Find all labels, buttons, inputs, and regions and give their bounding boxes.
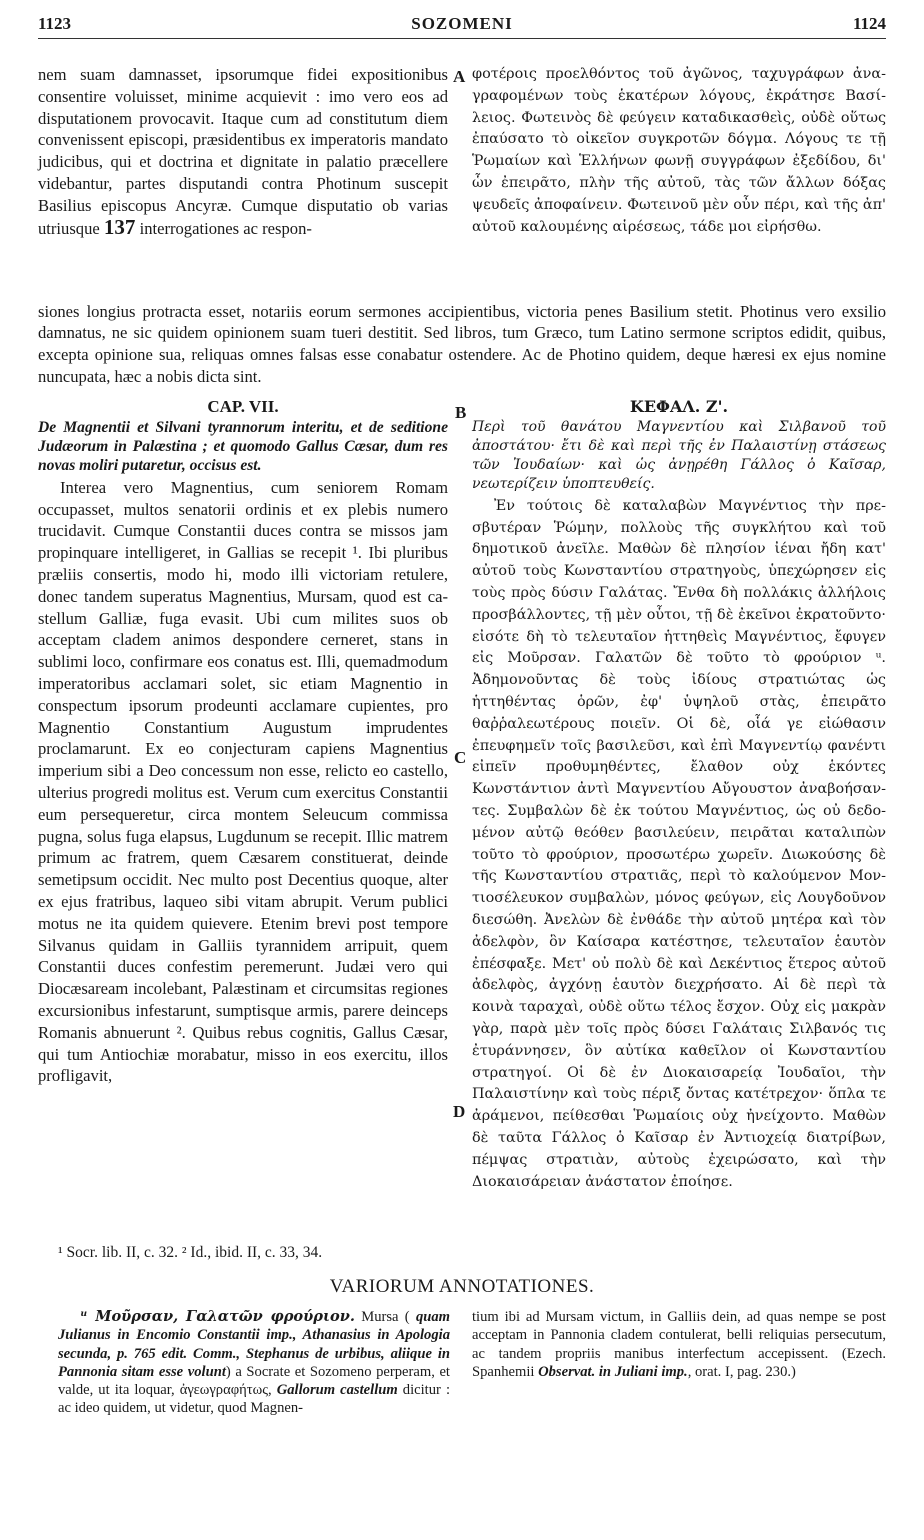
page-number-right: 1124	[852, 14, 886, 33]
annotation-lemma: ᵘ Μοῦρσαν, Γαλατῶν φρούριον.	[80, 1308, 355, 1325]
annotation-left-italic: quam Julianus in Encomio Constantii imp., Athanasius in Apologia secunda, p. 765 edit. Comm., Stephanus de urbibus, aliique in Pannonia sitam esse volunt	[58, 1309, 450, 1380]
full-width-paragraph	[38, 284, 886, 404]
chapter-title-latin: CAP. VII.	[207, 397, 279, 416]
annotation-right-italic: Observat. in Juliani imp.	[538, 1363, 688, 1380]
chapter-text-greek: Ἐν τούτοις δὲ καταλαβὼν Μαγνέντιος τὴν πρεσβυτέραν Ῥώμην, πολλοὺς τῆς συγκλήτου καὶ τοῦ δημοτικοῦ ἀνεῖλε. Μαθὼν δὲ πλησίον ἰέναι ἤδη κατ' αὐτοῦ τοὺς Κωνσταντίου στρατηγοὺς, ὑπεχώρησεν εἰς τοὺς πρὸς δύσιν Γαλάτας. Ἔνθα δὴ πολλάκις ἀλλήλοις προσβάλλοντες, τῇ μὲν οὗτοι, τῇ δὲ ἐκεῖνοι ἐκρατοῦντο· εἰσότε δὴ τὸ τελευταῖον ἡττηθεὶς Μαγνέντιος, ἔφυγεν εἰς Μοῦρσαν. Γαλατῶν δὲ τοῦτο τὸ φρούριον ᵘ. Ἀδημονοῦντας δὲ τοὺς ἰδίους στρατιώτας ὡς ἡττηθέντας ὁρῶν, ἐφ' ὑψηλοῦ στὰς, ἐπειρᾶτο θαῤῥαλεωτέρους ποιεῖν. Οἱ δὲ, οἷά γε εἰώθασιν ἐπευφημεῖν τοῖς βασιλεῦσι, καὶ ἐπὶ Μαγνεντίῳ φανέντι εἰπεῖν προθυμηθέντες, ἔλαθον οὐχ ἑκόντες Κωνστάντιον ἀντὶ Μαγνεντίου Αὔγουστον ἀναβοήσαντες. Συμβαλὼν δὲ ἐκ τούτου Μαγνέντιος, ὡς οὐ δεδομένον αὐτῷ θεόθεν βασιλεύειν, πειρᾶται καταλιπὼν τοῦτο τὸ φρούριον, προσωτέρω χωρεῖν. Διωκούσης δὲ τῆς Κωνσταντίου στρατιᾶς, περὶ τὸ καλούμενον Μοντιοσέλευκον συμβαλὼν, μόνος φεύγων, εἰς Λουγδοῦνον διεσώθη. Ἀνελὼν δὲ ἐνθάδε τὴν αὐτοῦ μητέρα καὶ τὸν ἀδελφὸν, ὃν Καίσαρα κατέστησε, τελευταῖον ἑαυτὸν ἐπέσφαξε. Μετ' οὐ πολὺ δὲ καὶ Δεκέντιος ἕτερος αὐτοῦ ἀδελφὸς, ἀγχόνῃ ἑαυτὸν διεχρήσατο. Αἱ δὲ περὶ τὰ κοινὰ ταραχαὶ, οὐδὲ οὕτω τέλος ἔσχον. Οὐχ εἰς μακρὰν γὰρ, παρὰ μὲν τοῖς πρὸς δύσει Γαλάταις Σιλβανός τις ἐτυράννησεν, ὃν αὐτίκα καθεῖλον οἱ Κωνσταντίου στρατηγοί. Οἱ δὲ ἐν Διοκαισαρείᾳ Ἰουδαῖοι, τὴν Παλαιστίνην καὶ τοὺς πέριξ ὄντας κατέτρεχον· ὅπλα τε ἀράμενοι, πείθεσθαι Ῥωμαίοις οὐχ ἠνείχοντο. Μαθὼν δὲ ταῦτα Γάλλος ὁ Καῖσαρ ἐν Ἀντιοχείᾳ διατρίβων, πέμψας στρατιὰν, αὐτοὺς ἐχειρώσατο, καὶ τὴν Διοκαισάρειαν ἀνάστατον ἐποίησε.	[472, 497, 886, 1190]
annotation-right-text-2: , orat. I, pag. 230.)	[687, 1363, 796, 1380]
footnotes: ¹ Socr. lib. II, c. 32. ² Id., ibid. II, c. 33, 34.	[58, 1244, 323, 1261]
annotation-left-text-1: Mursa (	[354, 1309, 416, 1325]
chapter-text-latin: Interea vero Magnentius, cum seniorem Romam occupasset, multos senatorii ordinis et ex plebis numero trucidavit. Cumque Constantii duces contra se missos jam propinquare intelligeret, in Gallias se recepit ¹. Ibi pluribus præliis consertis, modo hi, modo illi victoriam retulere, donec tandem superatus Magnentius, Mursam, quod est castellum Galliæ, fuga evasit. Ubi cum milites suos ob acceptam cladem animos despondere cerneret, stans in sublimi loco, confirmare eos conatus est. Illi, quemadmodum imperatoribus acclamari solet, sic etiam Magnentio in conspectum ipsorum prodeunti acclamare cupientes, pro Magnentio Constantium Augustum imprudentes proclamarunt. Ex eo conjecturam capiens Magnentius imperium sibi a Deo concessum non esse, relicto eo castello, ulterius progredi molitus est. Verum cum exercitus Constantii eum persequeretur, circa montem Seleucum commissa pugna, solus fuga elapsus, Lugdunum se recepit. Illic matrem primum ac fratrem, quem Cæsarem constituerat, deinde semetipsum occidit. Nec multo post Decentius quoque, alter ex ejus fratribus, laqueo sibi vitam abrupit. Verum publici motus ne ita quidem quievere. Etenim brevi post tempore Silvanus quidam in Galliis tyrannidem arripuit, quem Constantii duces confestim peremerunt. Judæi vero qui Diocæsaream incolebant, Palæstinam et circumsitas regiones excursionibus infestarunt, sumptisque armis, parere deinceps Romanis abnuerunt ². Quibus rebus cognitis, Gallus Cæsar, qui tum Antiochiæ morabatur, misso in eos exercitu, illos profligavit,	[38, 477, 448, 1086]
greek-text-top: φοτέροις προελθόντος τοῦ ἀγῶνος, ταχυγράφων ἀναγραφομένων τοὺς ἑκατέρων λόγους, ἐκράτησε Βασίλειος. Φωτεινὸς δὲ φεύγειν καταδικασθεὶς, οὐδὲ οὕτως ἐπαύσατο τὸ οἰκεῖον συγκροτῶν δόγμα. Λόγους τε τῇ Ῥωμαίων καὶ Ἑλλήνων φωνῇ συγγράφων ἐξεδίδου, δι' ὧν ἐπειρᾶτο, πλὴν τῆς αὐτοῦ, τὰς τῶν ἄλλων δόξας ψευδεῖς ἀποφαίνειν. Φωτεινοῦ μὲν οὖν πέρι, καὶ τῆς ἀπ' αὐτοῦ καλουμένης αἱρέσεως, τάδε μοι εἰρήσθω.	[472, 66, 886, 235]
annotation-left-text-3: dicitur : ac ideo quidem, ut videtur, quod Magnen-	[58, 1382, 450, 1417]
running-header	[38, 8, 886, 39]
annotation-left-italic-2: Gallorum castellum	[276, 1382, 398, 1399]
latin-text-top-end: interrogationes ac respon-	[139, 218, 312, 238]
margin-letter-b: B	[455, 403, 467, 422]
chapter-right-column	[472, 396, 886, 1193]
latin-column-top	[38, 64, 448, 239]
page-number-left: 1123	[38, 14, 72, 33]
annotation-right	[472, 1308, 886, 1381]
running-title: SOZOMENI	[411, 14, 513, 33]
annotation-right-text-1: tium ibi ad Mursam victum, in Galliis dein, ad quas nempe se post acceptam in Pannonia cladem contulerat, belli reliquias persecutum, ac tandem propriis manibus interfectum accepissent. (Ezech. Spanhemii	[472, 1309, 886, 1380]
greek-column-top	[472, 64, 886, 238]
chapter-left-column	[38, 396, 448, 1087]
annotation-left-text-2: ) a Socrate et Sozomeno perperam, et valde, ut ita loquar, ἀγεωγραφήτως,	[58, 1363, 450, 1399]
margin-letter-c: C	[454, 748, 467, 767]
full-width-latin-text: siones longius protracta esset, notariis eorum sermones accipientibus, victoria penes Basilium stetit. Photinus vero exsilio damnatus, ne sic quidem opinionem suam tueri destitit. Sed libros, tum Græco, tum Latino sermone scriptos edidit, quibus, excepta opinione sua, reliquas omnes falsas esse conabatur ostendere. Ac de Photino quidem, deque hæresi ex ejus nomine nuncupata, hæc a nobis dicta sint.	[38, 301, 886, 386]
margin-letter-a: A	[453, 67, 466, 86]
chapter-summary-greek: Περὶ τοῦ θανάτου Μαγνεντίου καὶ Σιλβανοῦ τοῦ ἀποστάτου· ἔτι δὲ καὶ περὶ τῆς ἐν Παλαιστίνῃ στάσεως τῶν Ἰουδαίων· καὶ ὡς ἀνῃρέθη Γάλλος ὁ Καῖσαρ, νεωτερίζειν ὑποπτευθείς.	[472, 418, 886, 492]
chapter-summary-latin: De Magnentii et Silvani tyrannorum interitu, et de seditione Judæorum in Palæstina ; et quomodo Gallus Cæsar, dum res novas moliri putaretur, occisus est.	[38, 418, 448, 474]
latin-text-top: nem suam damnasset, ipsorumque fidei expositionibus consentire voluisset, minime acquievit : imo vero eos ad disputationem provocavit. Itaque cum ad constitutum diem convenissent episcopi, præsidentibus ex imperatoris mandato judicibus, qui et doctrina et dignitate in palatio præcellere videbantur, partes disputandi contra Photinum suscepit Basilius episcopus Ancyræ. Cumque disputatio ob varias utriusque	[38, 65, 448, 238]
annotations-heading: VARIORUM ANNOTATIONES.	[329, 1276, 595, 1297]
annotation-left	[58, 1308, 450, 1418]
margin-letter-d: D	[453, 1102, 466, 1121]
column-number: 137	[103, 214, 136, 239]
chapter-title-greek: ΚΕΦΑΛ. Ζ'.	[629, 397, 729, 416]
